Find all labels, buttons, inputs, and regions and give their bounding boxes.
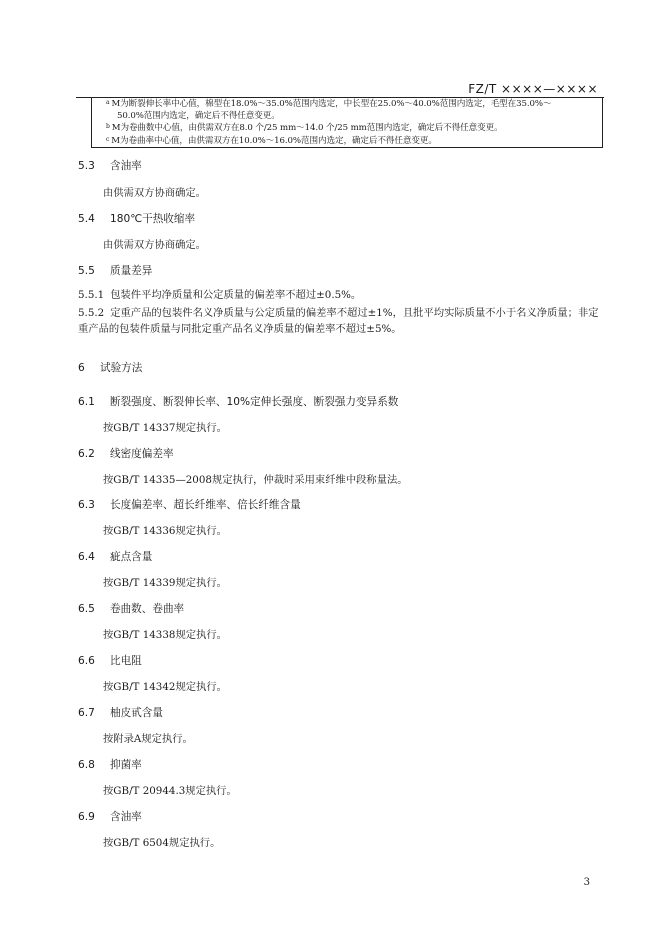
section-6-3-body: 按GB/T 14336规定执行。 xyxy=(103,525,227,537)
section-6-2-heading: 6.2 线密度偏差率 xyxy=(78,448,174,460)
section-6-9-body: 按GB/T 6504规定执行。 xyxy=(103,837,221,849)
section-6-7-body: 按附录A规定执行。 xyxy=(103,733,193,745)
table-note-c: $^c$ M为卷曲率中心值，由供需双方在10.0%～16.0%范围内选定，确定后不得任意变更。 xyxy=(106,135,437,146)
section-5-5-2: 5.5.2 定重产品的包装件名义净质量与公定质量的偏差率不超过±1%，且批平均实际质量不小于名义净质量；非定重产品的包装件质量与同批定重产品名义净质量的偏差率不超过±5%。 xyxy=(78,307,599,335)
section-6-2-body: 按GB/T 14335—2008规定执行，仲裁时采用束纤维中段称量法。 xyxy=(103,474,408,486)
table-note-a-continued: 50.0%范围内选定，确定后不得任意变更。 xyxy=(117,111,280,122)
page-number: 3 xyxy=(583,877,590,888)
section-6-7-heading: 6.7 柚皮甙含量 xyxy=(78,707,163,719)
section-6-8-heading: 6.8 抑菌率 xyxy=(78,759,142,771)
section-6-heading: 6 试验方法 xyxy=(78,362,143,374)
table-note-b: $^b$ M为卷曲数中心值，由供需双方在8.0 个/25 mm～14.0 个/25 mm范围内选定，确定后不得任意变更。 xyxy=(106,123,503,134)
section-6-6-body: 按GB/T 14342规定执行。 xyxy=(103,681,227,693)
section-5-4-body: 由供需双方协商确定。 xyxy=(103,239,206,251)
table-note-a: $^a$ M为断裂伸长率中心值，棉型在18.0%～35.0%范围内选定，中长型在25.0%～40.0%范围内选定，毛型在35.0%～ xyxy=(106,99,552,109)
section-6-8-body: 按GB/T 20944.3规定执行。 xyxy=(103,785,237,797)
section-5-3-heading: 5.3 含油率 xyxy=(78,160,142,172)
section-6-9-heading: 6.9 含油率 xyxy=(78,811,142,823)
section-5-5-1: 5.5.1 包装件平均净质量和公定质量的偏差率不超过±0.5%。 xyxy=(78,289,362,301)
section-6-4-heading: 6.4 疵点含量 xyxy=(78,551,153,563)
section-6-3-heading: 6.3 长度偏差率、超长纤维率、倍长纤维含量 xyxy=(78,499,301,511)
section-5-3-body: 由供需双方协商确定。 xyxy=(103,187,206,199)
section-6-4-body: 按GB/T 14339规定执行。 xyxy=(103,577,227,589)
section-6-5-heading: 6.5 卷曲数、卷曲率 xyxy=(78,603,185,615)
section-5-5-heading: 5.5 质量差异 xyxy=(78,265,153,277)
standard-code: FZ/T ××××—×××× xyxy=(468,82,598,96)
table-notes xyxy=(91,98,603,148)
section-5-4-heading: 5.4 180℃干热收缩率 xyxy=(78,213,196,225)
section-6-1-body: 按GB/T 14337规定执行。 xyxy=(103,422,227,434)
section-6-6-heading: 6.6 比电阻 xyxy=(78,655,142,667)
section-6-1-heading: 6.1 断裂强度、断裂伸长率、10%定伸长强度、断裂强力变异系数 xyxy=(78,396,399,408)
section-6-5-body: 按GB/T 14338规定执行。 xyxy=(103,629,227,641)
